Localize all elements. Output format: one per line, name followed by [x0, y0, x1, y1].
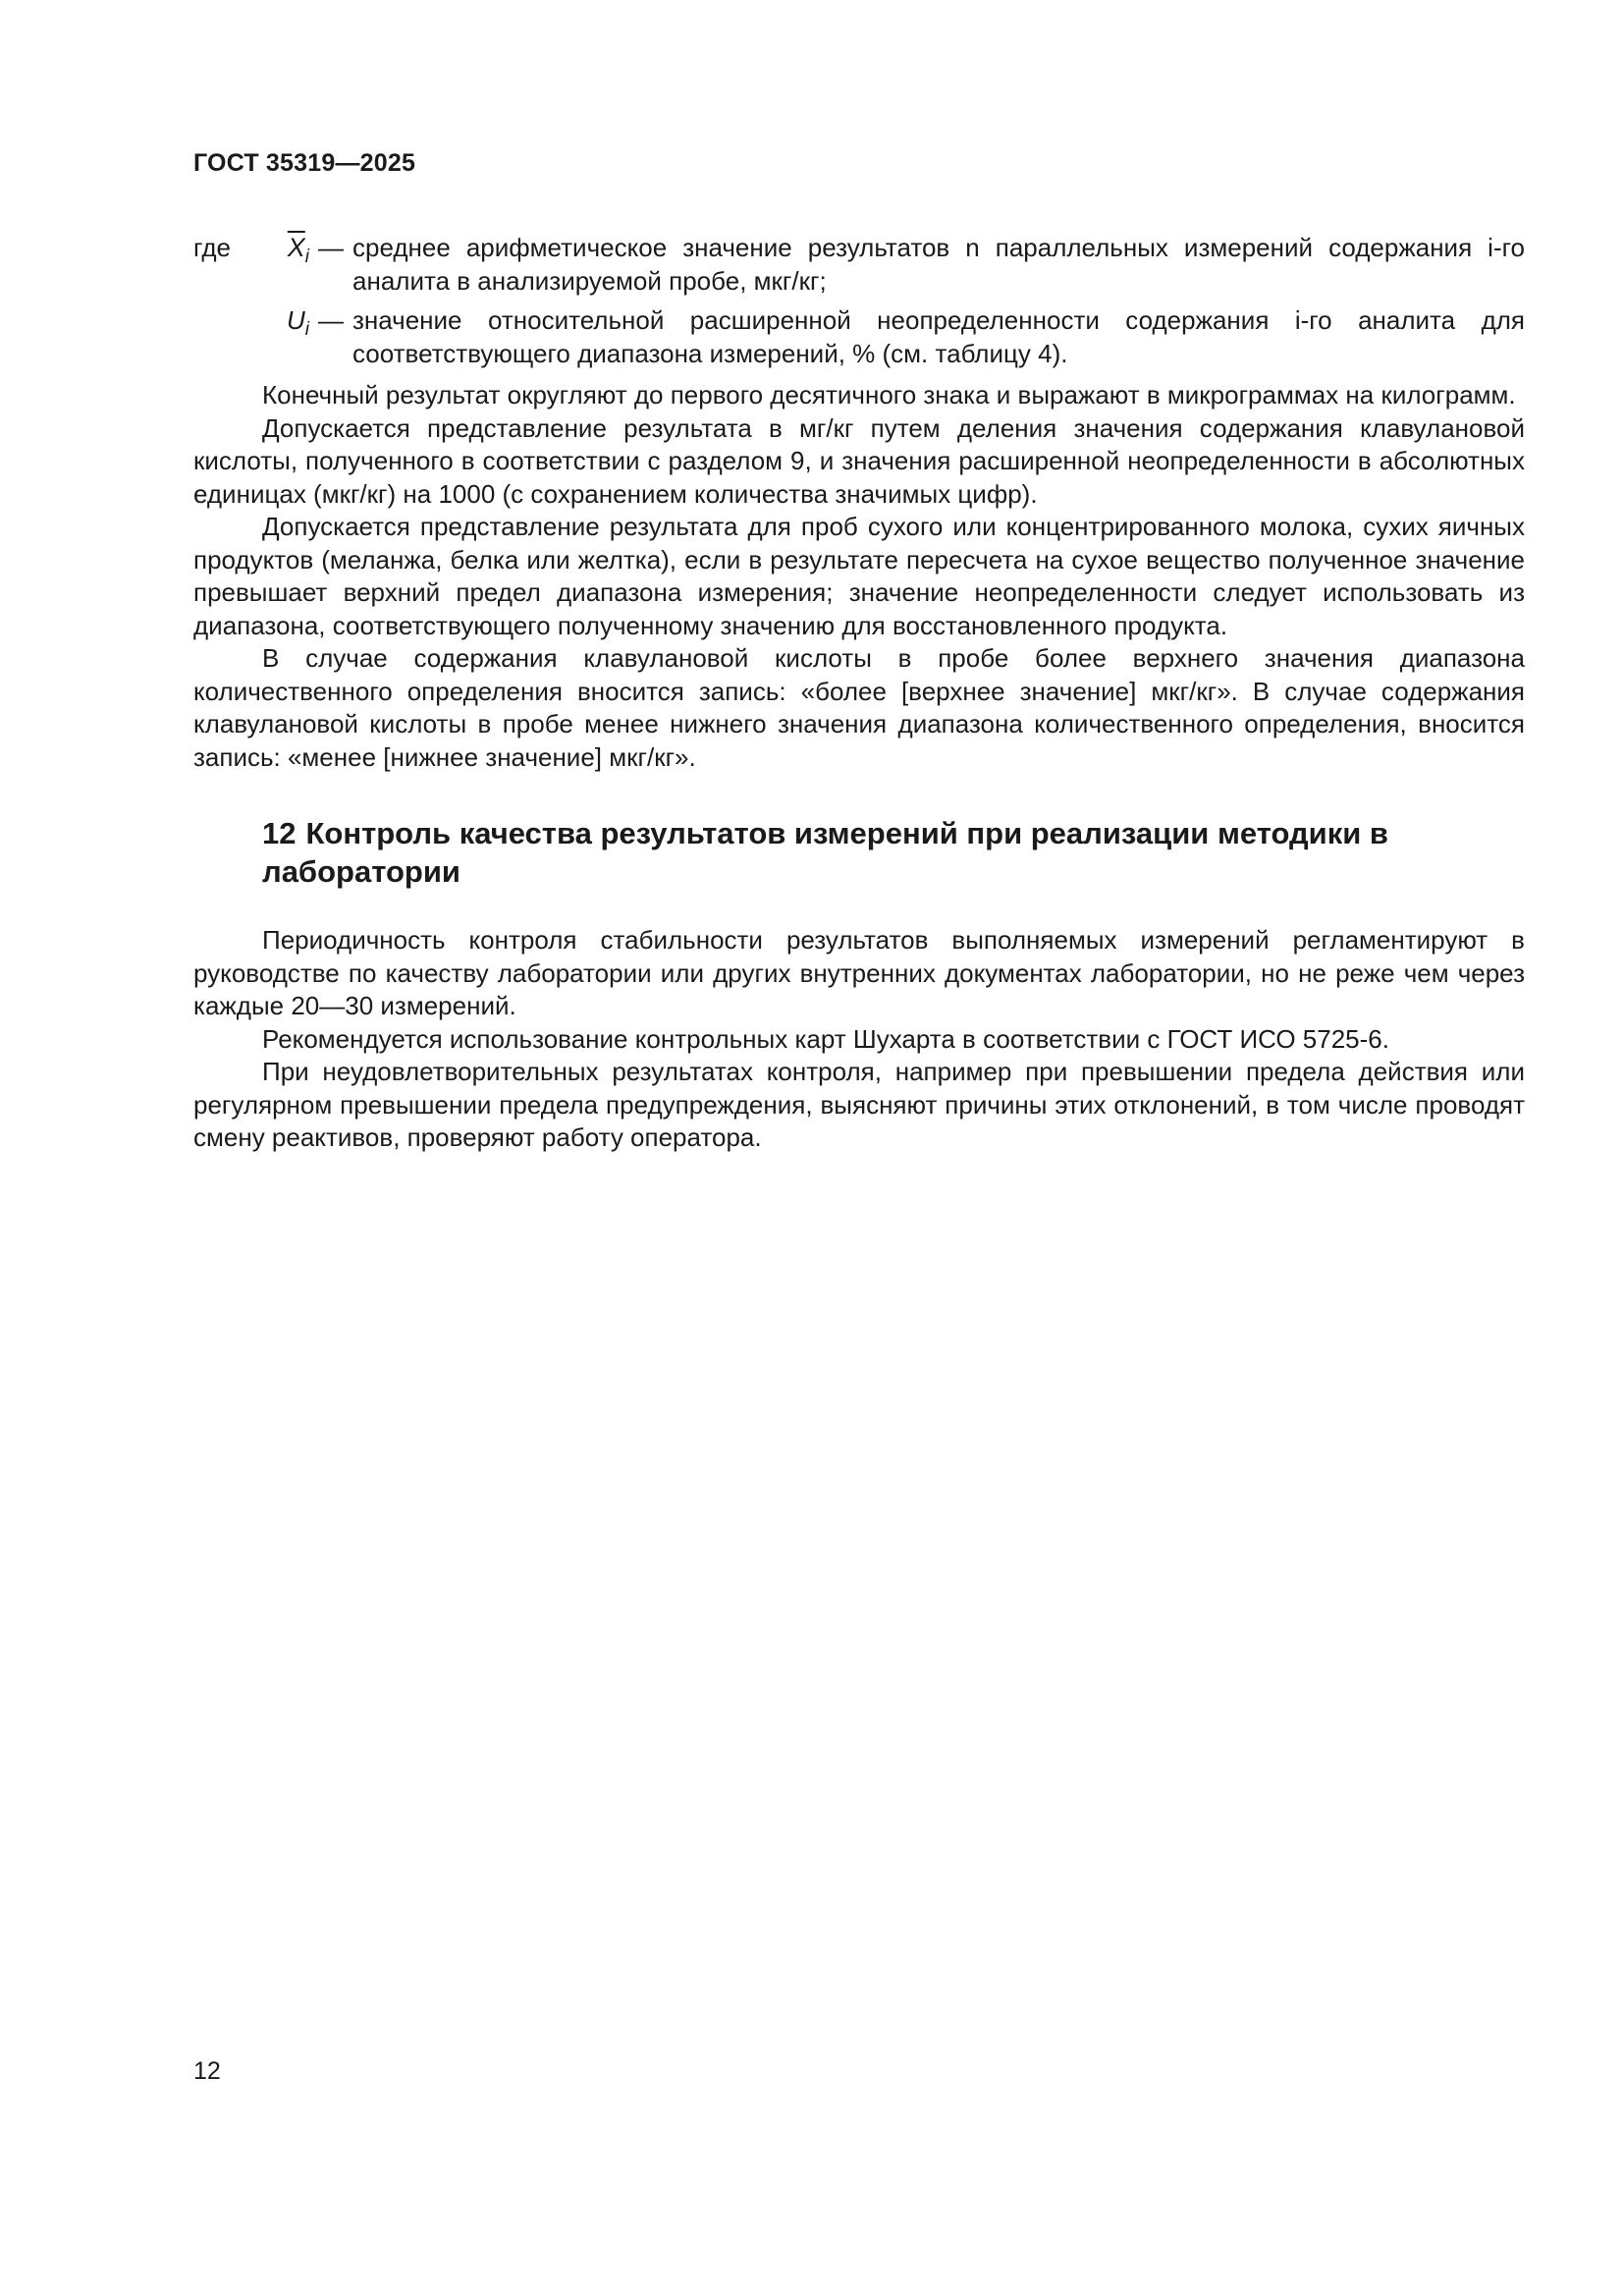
paragraph-rounding: Конечный результат округляют до первого десятичного знака и выражают в микрограммах на килограмм. — [262, 380, 1516, 410]
definition-dash: — — [318, 233, 344, 262]
document-body — [193, 232, 1525, 1155]
paragraph-mg-per-kg: Допускается представление результата в мг/кг путем деления значения содержания клавулановой кислоты, полученного в соответствии с разделом 9, и значения расширенной неопределенности в абсолютных единицах (мкг/кг) на 1000 (с сохранением количества значимых цифр). — [193, 412, 1525, 509]
section-number: 12 — [262, 816, 297, 850]
definition-x-mean: среднее арифметическое значение результатов n параллельных измерений содержания i-го аналита в анализируемой пробе, мкг/кг; — [352, 233, 1525, 296]
section-heading — [262, 814, 1525, 891]
paragraph-unsatisfactory: При неудовлетворительных результатах контроля, например при превышении предела действия или регулярном превышении предела предупреждения, выясняют причины этих отклонений, в том числе проводят смену реактивов, проверяют работу оператора. — [193, 1057, 1525, 1152]
page-number: 12 — [193, 2057, 221, 2085]
where-definition-x — [193, 232, 1525, 298]
document-header: ГОСТ 35319—2025 — [193, 149, 416, 177]
paragraph-shewhart: Рекомендуется использование контрольных карт Шухарта в соответствии с ГОСТ ИСО 5725-6. — [262, 1023, 1389, 1054]
paragraph-dry-products: Допускается представление результата для проб сухого или концентрированного молока, сухих яичных продуктов (меланжа, белка или желтка), если в результате пересчета на сухое вещество полученное значение превышает верхний предел диапазона измерения; значение неопределенности следует использовать из диапазона, соответствующего полученному значению для восстановленного продукта. — [193, 512, 1525, 640]
symbol-u: $U_i$ — [286, 305, 309, 340]
definition-u: значение относительной расширенной неопределенности содержания i-го аналита для соответствующего диапазона измерений, % (см. таблицу 4). — [352, 305, 1525, 368]
where-definition-u — [193, 304, 1525, 370]
paragraph-out-of-range: В случае содержания клавулановой кислоты в пробе более верхнего значения диапазона количественного определения вносится запись: «более [верхнее значение] мкг/кг». В случае содержания клавулановой кислоты в пробе менее нижнего значения диапазона количественного определения, вносится запись: «менее [нижнее значение] мкг/кг». — [193, 643, 1525, 772]
paragraph-periodicity: Периодичность контроля стабильности результатов выполняемых измерений регламентируют в руководстве по качеству лаборатории или других внутренних документах лаборатории, но не реже чем через каждые 20—30 измерений. — [193, 925, 1525, 1020]
definition-dash: — — [318, 305, 344, 335]
section-title: Контроль качества результатов измерений при реализации методики в лаборатории — [262, 816, 1388, 889]
symbol-x-mean: $\overline{X}_i$ — [287, 233, 309, 267]
where-label: где — [193, 233, 231, 262]
